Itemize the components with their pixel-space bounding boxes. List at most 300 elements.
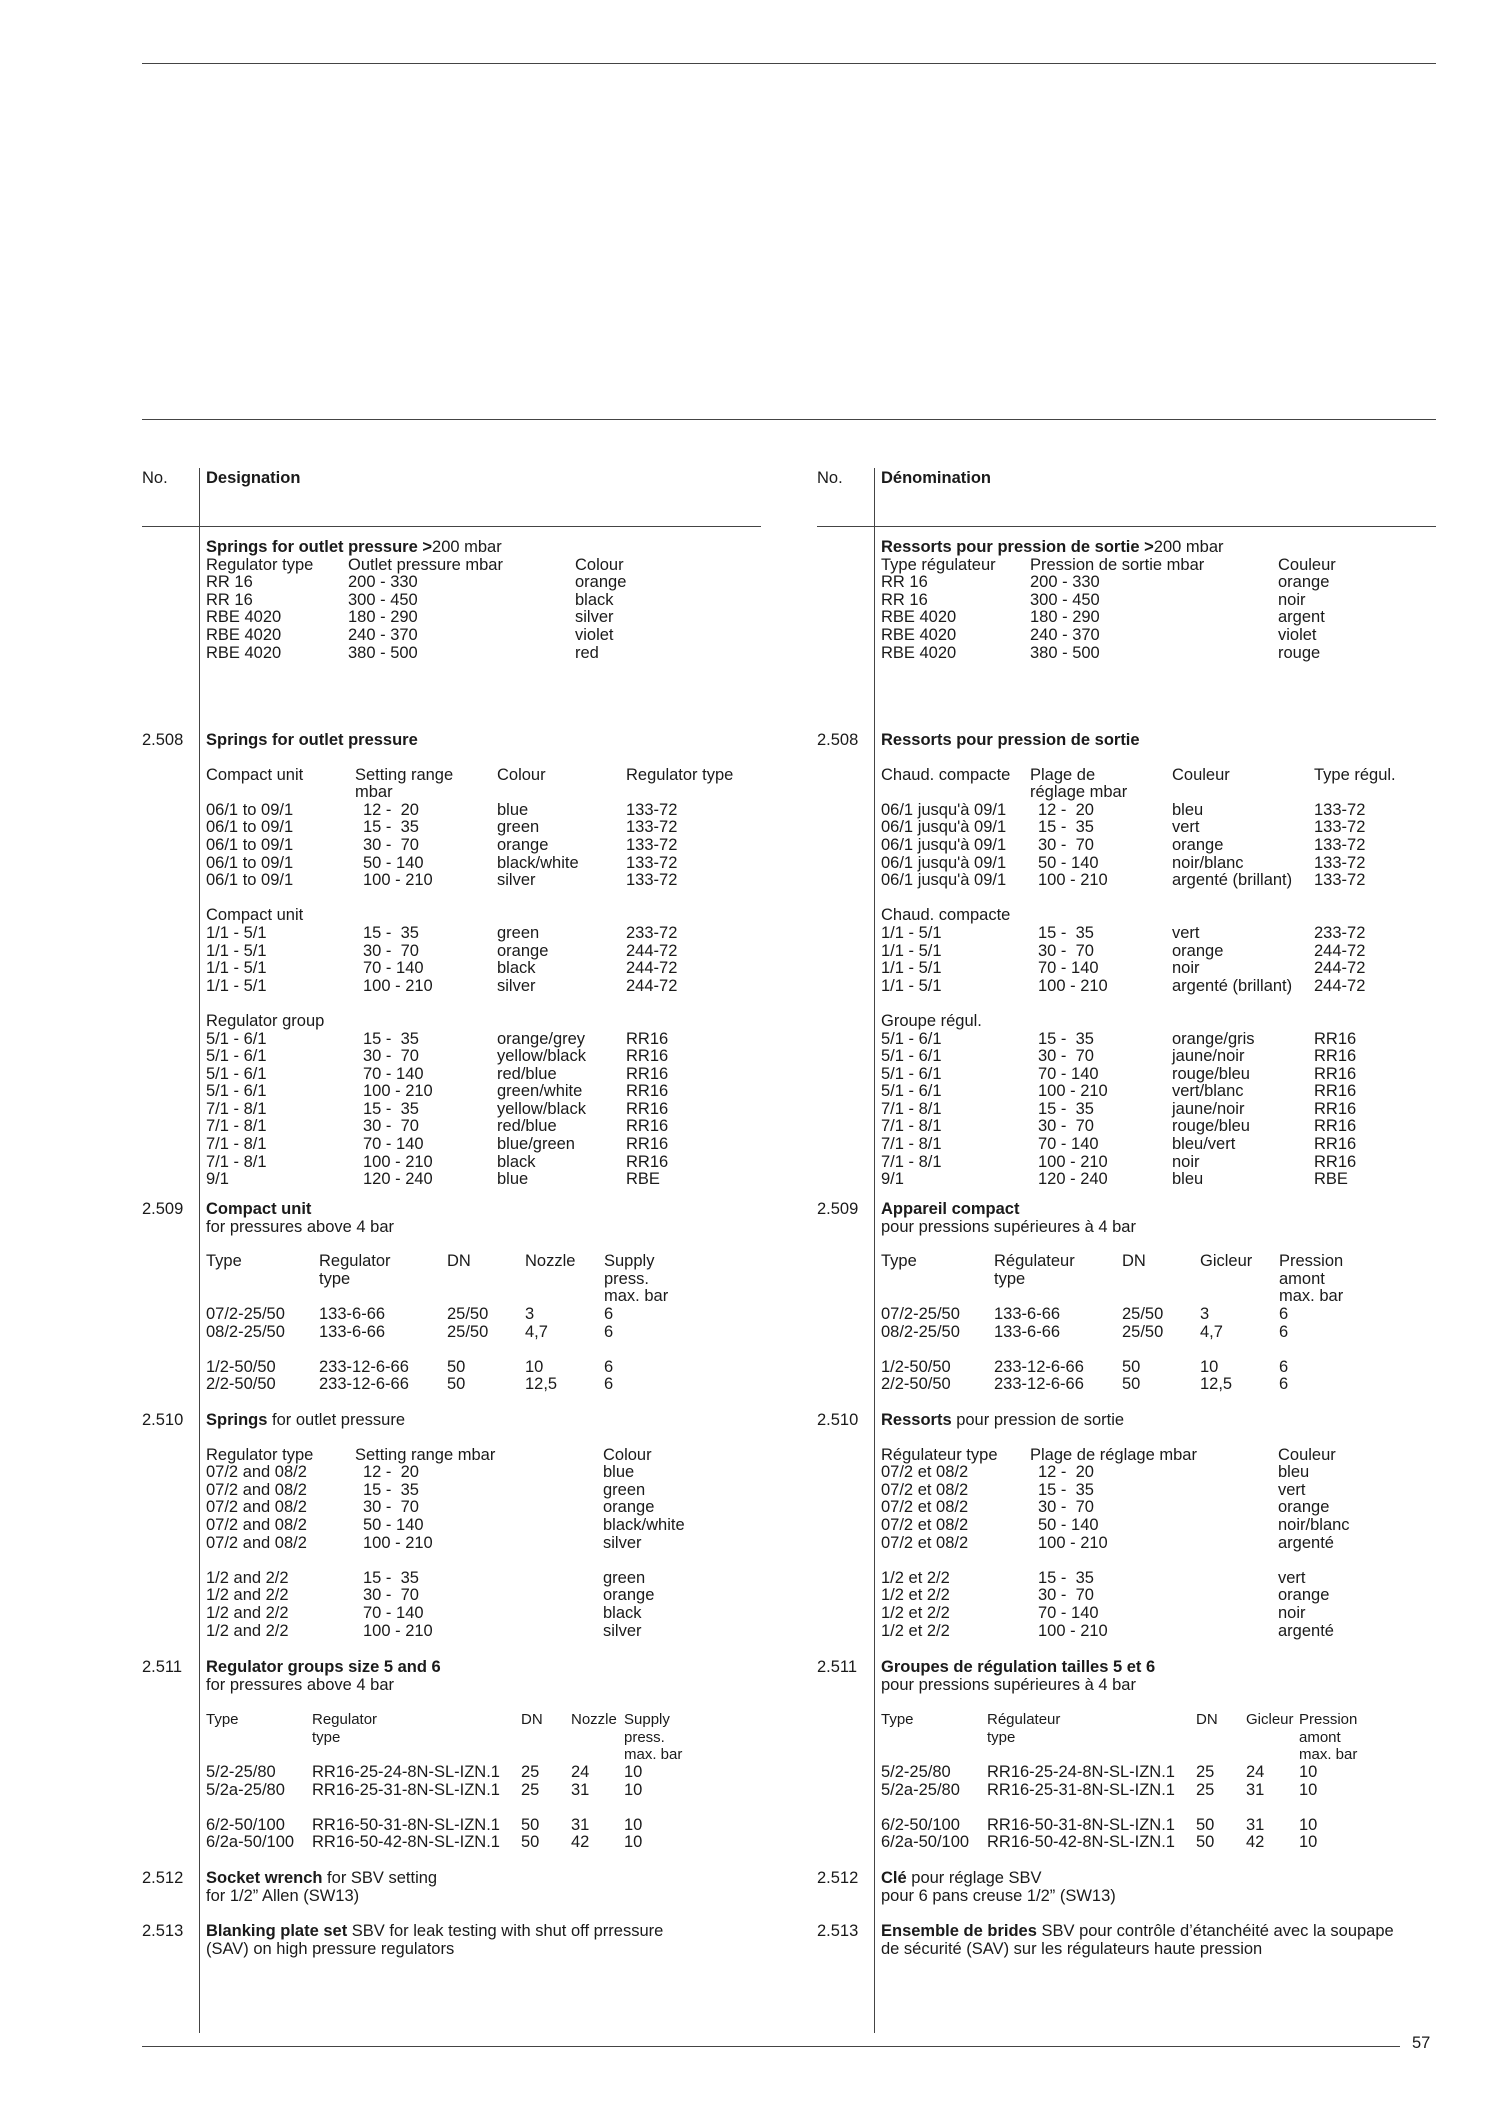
table-row [881,1623,1481,1641]
cell: 30 - 70 [1038,1586,1094,1605]
cell: 6 [604,1357,614,1376]
cell: 07/2 and 08/2 [206,1533,307,1552]
section-title: Regulator groups size 5 and 6 [206,1658,441,1676]
table-row [881,978,1481,996]
cell: 15 - 35 [1038,1099,1094,1118]
cell: noir [1278,590,1306,609]
table-row [206,1306,806,1324]
cell: orange [603,1498,655,1517]
section-title: Groupes de régulation tailles 5 et 6 [881,1658,1156,1676]
section-number: 2.509 [142,1200,184,1218]
cell: 5/1 - 6/1 [206,1047,267,1066]
cell: 50 [521,1833,540,1852]
cell: 30 - 70 [1038,835,1094,854]
section-number: 2.513 [817,1922,859,1940]
cell: 10 [624,1833,643,1852]
section-line2: (SAV) on high pressure regulators [206,1939,455,1958]
table-row [881,574,1481,592]
section-2510 [142,1411,806,1640]
cell: argenté [1278,1533,1334,1552]
table-row [206,855,806,873]
cell: 07/2 et 08/2 [881,1463,969,1482]
page-number: 57 [1412,2034,1431,2052]
springs-table-g2 [206,1570,806,1640]
table-row [206,802,806,820]
cell: Type [881,1711,914,1729]
table-row [881,1482,1481,1500]
table-row [206,1517,806,1535]
table-row [881,1605,1481,1623]
cell: Plage de réglage mbar [1030,1445,1197,1464]
cell: 1/2 and 2/2 [206,1586,289,1605]
section-line2: for 1/2” Allen (SW13) [206,1886,360,1905]
compact-table-g2 [206,1359,806,1394]
table-row [881,645,1481,663]
cell: orange [497,941,549,960]
cell: 50 - 140 [363,853,424,872]
cell: orange [1278,573,1330,592]
cell: orange [1278,1586,1330,1605]
cell: 100 - 210 [363,976,433,995]
cell: 100 - 210 [1038,871,1108,890]
spring-table-g3 [881,1031,1481,1189]
cell: bleu [1172,800,1204,819]
springs-table-g1 [881,1464,1481,1552]
group-label: Chaud. compacte [881,906,1011,925]
section-number: 2.513 [142,1922,184,1940]
cell: 07/2 and 08/2 [206,1463,307,1482]
table-row [881,943,1481,961]
cell: Nozzle [571,1711,617,1729]
cell: 1/1 - 5/1 [206,959,267,978]
cell: Supply press. max. bar [604,1252,669,1306]
cell: RBE 4020 [881,625,957,644]
section-2512 [142,1869,806,1905]
cell: RR16-50-42-8N-SL-IZN.1 [987,1833,1175,1852]
intro-title-value: 200 mbar [1153,538,1224,556]
table-row [206,1535,806,1553]
table-row [206,1136,806,1154]
cell: 180 - 290 [348,608,418,627]
cell: RR16 [1314,1064,1357,1083]
cell: Nozzle [525,1252,576,1271]
intro-section [881,539,1481,662]
cell: 07/2-25/50 [206,1304,285,1323]
cell: 2/2-50/50 [206,1375,276,1394]
section-title-rest: for SBV setting [322,1869,438,1887]
spring-table-head [206,767,806,802]
section-subtitle: pour pressions supérieures à 4 bar [881,1217,1136,1236]
cell: 30 - 70 [1038,1117,1094,1136]
table-header-row [206,1711,806,1764]
cell: 133-72 [626,818,678,837]
cell: 120 - 240 [363,1170,433,1189]
cell: RBE [626,1170,660,1189]
cell: 15 - 35 [363,1568,419,1587]
cell: 6 [1279,1357,1289,1376]
groups-table-head [206,1711,806,1764]
table-row [881,802,1481,820]
cell: DN [1122,1252,1146,1271]
springs-table-head [206,1447,806,1465]
table-row [881,1048,1481,1066]
cell: Regulator type [626,765,734,784]
cell: 6/2-50/100 [206,1815,285,1834]
intro-section [206,539,806,662]
cell: Colour [575,555,624,574]
cell: 300 - 450 [1030,590,1100,609]
table-row [881,837,1481,855]
cell: orange [1172,941,1224,960]
table-row [881,1101,1481,1119]
cell: RBE 4020 [881,608,957,627]
cell: RR16 [1314,1029,1357,1048]
cell: 70 - 140 [363,1135,424,1154]
cell: 5/1 - 6/1 [881,1029,942,1048]
cell: 3 [525,1304,535,1323]
table-header-row [881,557,1481,575]
table-row [881,627,1481,645]
table-row [206,1101,806,1119]
cell: 7/1 - 8/1 [881,1135,942,1154]
cell: orange [497,835,549,854]
table-row [206,1499,806,1517]
cell: 133-72 [626,800,678,819]
section-title: Ressorts pour pression de sortie [881,731,1140,749]
cell: blue [497,800,529,819]
cell: 5/1 - 6/1 [206,1064,267,1083]
springs-table-g1 [206,1464,806,1552]
cell: 1/1 - 5/1 [881,959,942,978]
cell: orange [575,573,627,592]
table-row [881,1782,1481,1800]
left-header-designation: Designation [206,469,301,487]
cell: Pression amont max. bar [1279,1252,1344,1306]
cell: 380 - 500 [348,643,418,662]
cell: 133-72 [626,835,678,854]
cell: 5/1 - 6/1 [881,1082,942,1101]
cell: RR16 [1314,1152,1357,1171]
table-row [206,574,806,592]
cell: Régulateur type [987,1711,1061,1746]
cell: RR16 [626,1029,669,1048]
intro-table [206,557,806,663]
cell: 15 - 35 [363,818,419,837]
cell: 7/1 - 8/1 [206,1099,267,1118]
table-row [881,1570,1481,1588]
intro-title-value: 200 mbar [432,538,502,556]
section-title-rest: SBV for leak testing with shut off prressure [347,1922,664,1940]
table-row [206,1118,806,1136]
cell: 30 - 70 [363,941,419,960]
cell: noir/blanc [1172,853,1244,872]
cell: Regulator type [206,555,314,574]
cell: orange/gris [1172,1029,1255,1048]
section-subtitle: for pressures above 4 bar [206,1675,395,1694]
cell: argenté [1278,1621,1334,1640]
section-number: 2.509 [817,1200,859,1218]
cell: 25/50 [1122,1304,1164,1323]
cell: 100 - 210 [1038,1152,1108,1171]
cell: 30 - 70 [363,1498,419,1517]
cell: 133-6-66 [994,1304,1061,1323]
spring-table-g2 [881,925,1481,995]
cell: 50 - 140 [1038,853,1099,872]
cell: 5/1 - 6/1 [206,1029,267,1048]
section-title: Springs [206,1411,268,1429]
cell: 25 [521,1780,540,1799]
footer-rule [142,2046,1400,2047]
cell: 12,5 [525,1375,558,1394]
cell: 1/2-50/50 [206,1357,276,1376]
cell: Pression de sortie mbar [1030,555,1205,574]
table-row [206,1031,806,1049]
cell: 30 - 70 [363,1117,419,1136]
cell: blue [497,1170,529,1189]
cell: 06/1 jusqu'à 09/1 [881,818,1007,837]
compact-table-g2 [881,1359,1481,1394]
cell: 10 [1299,1762,1318,1781]
cell: 31 [571,1815,590,1834]
cell: 6/2a-50/100 [881,1833,970,1852]
section-number: 2.508 [817,731,859,749]
cell: 12,5 [1200,1375,1233,1394]
cell: 24 [571,1762,590,1781]
cell: 6 [1279,1322,1289,1341]
cell: 15 - 35 [363,1099,419,1118]
cell: green/white [497,1082,583,1101]
cell: bleu [1172,1170,1204,1189]
cell: 5/1 - 6/1 [206,1082,267,1101]
cell: 1/2 et 2/2 [881,1603,950,1622]
cell: 5/2-25/80 [881,1762,951,1781]
table-row [881,1764,1481,1782]
cell: green [497,818,540,837]
cell: blue/green [497,1135,575,1154]
cell: silver [603,1621,642,1640]
cell: 6 [1279,1304,1289,1323]
cell: rouge/bleu [1172,1064,1250,1083]
cell: DN [1196,1711,1218,1729]
cell: 30 - 70 [1038,941,1094,960]
section-2510 [817,1411,1481,1640]
cell: 1/2 and 2/2 [206,1568,289,1587]
cell: 07/2 et 08/2 [881,1533,969,1552]
table-header-row [881,1253,1481,1306]
cell: Type régulateur [881,555,996,574]
section-number: 2.510 [817,1411,859,1429]
top-rule [142,63,1436,64]
cell: 1/1 - 5/1 [881,941,942,960]
cell: 6 [1279,1375,1289,1394]
cell: 133-72 [626,853,678,872]
compact-table-g1 [206,1306,806,1341]
cell: 244-72 [626,959,678,978]
cell: RBE [1314,1170,1348,1189]
table-row [206,1605,806,1623]
cell: vert [1172,818,1200,837]
cell: Type [881,1252,917,1271]
cell: 31 [1246,1780,1265,1799]
cell: 244-72 [1314,959,1366,978]
cell: 1/2 and 2/2 [206,1621,289,1640]
cell: 10 [624,1780,643,1799]
table-row [206,978,806,996]
cell: RR16-50-42-8N-SL-IZN.1 [312,1833,500,1852]
cell: 1/2 et 2/2 [881,1568,950,1587]
table-row [881,1136,1481,1154]
cell: Chaud. compacte [881,765,1011,784]
table-row [206,1764,806,1782]
cell: vert [1172,923,1200,942]
cell: 240 - 370 [1030,625,1100,644]
cell: 1/1 - 5/1 [881,923,942,942]
table-row [206,1048,806,1066]
cell: 5/2-25/80 [206,1762,276,1781]
cell: orange/grey [497,1029,586,1048]
right-header-no: No. [817,469,843,487]
cell: RR 16 [881,573,928,592]
table-row [881,1376,1481,1394]
cell: jaune/noir [1172,1047,1245,1066]
section-2508 [817,731,1481,1189]
section-number: 2.510 [142,1411,184,1429]
cell: vert/blanc [1172,1082,1244,1101]
table-row [206,1171,806,1189]
cell: 15 - 35 [363,923,419,942]
left-column-divider [199,468,200,2033]
table-row [881,1171,1481,1189]
cell: 1/2 et 2/2 [881,1586,950,1605]
cell: 233-12-6-66 [994,1375,1084,1394]
cell: bleu/vert [1172,1135,1236,1154]
section-2508 [142,731,806,1189]
cell: 06/1 to 09/1 [206,818,294,837]
cell: 100 - 210 [363,871,433,890]
cell: 06/1 jusqu'à 09/1 [881,853,1007,872]
table-row [881,855,1481,873]
cell: silver [497,976,536,995]
table-row [206,1066,806,1084]
cell: 233-12-6-66 [319,1357,409,1376]
table-row [206,592,806,610]
group-label: Compact unit [206,906,304,925]
cell: 30 - 70 [1038,1498,1094,1517]
cell: 5/2a-25/80 [206,1780,285,1799]
cell: 180 - 290 [1030,608,1100,627]
cell: 1/2-50/50 [881,1357,951,1376]
table-row [206,1464,806,1482]
cell: 50 [447,1375,466,1394]
cell: 240 - 370 [348,625,418,644]
cell: RR16 [626,1082,669,1101]
groups-table-head [881,1711,1481,1764]
cell: 24 [1246,1762,1265,1781]
cell: RBE 4020 [206,608,282,627]
cell: vert [1278,1568,1306,1587]
cell: 07/2 et 08/2 [881,1498,969,1517]
right-header-designation: Dénomination [881,469,991,487]
cell: 70 - 140 [363,959,424,978]
section-2511 [817,1658,1481,1852]
cell: orange [1172,835,1224,854]
cell: red [575,643,599,662]
cell: 7/1 - 8/1 [206,1117,267,1136]
cell: RR 16 [206,590,253,609]
cell: 30 - 70 [363,1586,419,1605]
cell: RR16 [1314,1117,1357,1136]
cell: RR16-50-31-8N-SL-IZN.1 [987,1815,1175,1834]
cell: black [497,959,536,978]
cell: Gicleur [1246,1711,1294,1729]
cell: 244-72 [1314,976,1366,995]
table-row [881,592,1481,610]
cell: silver [497,871,536,890]
springs-table-head [881,1447,1481,1465]
cell: 133-6-66 [994,1322,1061,1341]
cell: 233-12-6-66 [994,1357,1084,1376]
table-row [206,925,806,943]
compact-table-head [206,1253,806,1306]
cell: RR16 [626,1064,669,1083]
cell: 233-72 [626,923,678,942]
table-row [881,872,1481,890]
cell: RR16-25-24-8N-SL-IZN.1 [312,1762,500,1781]
cell: RR16-25-31-8N-SL-IZN.1 [312,1780,500,1799]
cell: 42 [571,1833,590,1852]
cell: 30 - 70 [363,835,419,854]
cell: noir [1172,1152,1200,1171]
cell: 15 - 35 [363,1029,419,1048]
cell: Régulateur type [881,1445,998,1464]
table-row [206,1083,806,1101]
spring-table-g1 [881,802,1481,890]
cell: 380 - 500 [1030,643,1100,662]
table-row [206,1817,806,1835]
cell: RR16 [626,1099,669,1118]
table-row [881,609,1481,627]
cell: Couleur [1278,1445,1336,1464]
cell: DN [521,1711,543,1729]
cell: 15 - 35 [1038,923,1094,942]
cell: 7/1 - 8/1 [881,1099,942,1118]
cell: 15 - 35 [1038,1480,1094,1499]
cell: 2/2-50/50 [881,1375,951,1394]
table-row [881,1154,1481,1172]
cell: 6 [604,1304,614,1323]
cell: 12 - 20 [363,800,419,819]
table-header-row [881,767,1481,802]
cell: 300 - 450 [348,590,418,609]
cell: 133-72 [1314,800,1366,819]
spring-table-g3 [206,1031,806,1189]
table-header-row [206,767,806,802]
cell: 50 [1122,1375,1141,1394]
cell: orange [1278,1498,1330,1517]
cell: Outlet pressure mbar [348,555,503,574]
cell: 6 [604,1375,614,1394]
section-title: Socket wrench [206,1869,323,1887]
cell: 1/1 - 5/1 [206,976,267,995]
table-row [881,1517,1481,1535]
cell: RR16-25-31-8N-SL-IZN.1 [987,1780,1175,1799]
table-row [206,1587,806,1605]
header-rule [142,419,1436,420]
section-title: Ressorts [881,1411,952,1429]
cell: 133-6-66 [319,1322,386,1341]
cell: jaune/noir [1172,1099,1245,1118]
cell: violet [575,625,614,644]
